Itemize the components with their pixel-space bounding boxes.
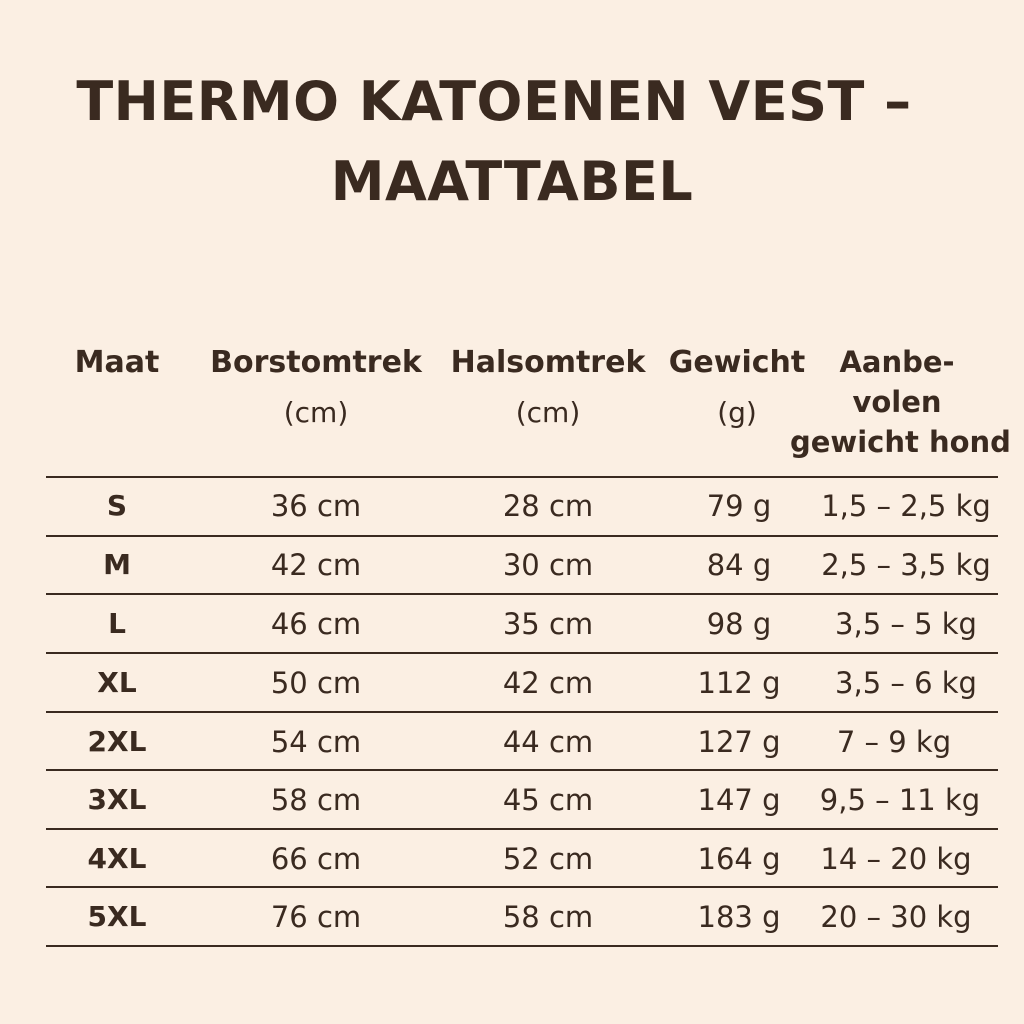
page-title-line-2: MAATTABEL [330, 150, 694, 213]
table-cell-size: 5XL [87, 900, 147, 933]
table-cell-size: 3XL [87, 783, 147, 816]
column-header-label: Halsomtrek [450, 345, 646, 380]
table-cell-dog-weight: 20 – 30 kg [820, 900, 972, 934]
table-cell-size: L [108, 607, 126, 640]
table-rule [46, 476, 998, 478]
table-rule [46, 652, 998, 654]
column-header-maat [62, 345, 172, 381]
table-cell-weight: 183 g [697, 900, 781, 934]
table-cell-size: M [103, 548, 131, 581]
column-header-gewicht [664, 345, 810, 431]
table-cell-dog-weight: 14 – 20 kg [820, 842, 972, 876]
table-cell-weight: 98 g [706, 607, 772, 641]
column-header-label: Gewicht [668, 345, 806, 380]
table-cell-size: 2XL [87, 725, 147, 758]
column-header-label-line: Aanbe- [839, 345, 955, 379]
column-header-label-line: volen [852, 385, 942, 419]
table-cell-weight: 164 g [697, 842, 781, 876]
table-cell-weight: 127 g [697, 725, 781, 759]
column-header-aanbevolen-gewicht [790, 342, 1011, 462]
column-header-halsomtrek [438, 345, 658, 431]
table-cell-neck: 28 cm [502, 489, 594, 523]
table-rule [46, 711, 998, 713]
table-cell-chest: 50 cm [270, 666, 362, 700]
column-header-label-line: gewicht hond [790, 425, 1011, 459]
table-cell-dog-weight: 2,5 – 3,5 kg [821, 548, 991, 582]
table-cell-chest: 66 cm [270, 842, 362, 876]
table-cell-neck: 58 cm [502, 900, 594, 934]
table-cell-dog-weight: 7 – 9 kg [836, 725, 952, 759]
column-header-label: Borstomtrek [210, 345, 422, 380]
table-rule [46, 593, 998, 595]
table-cell-neck: 44 cm [502, 725, 594, 759]
page-title-line-1: THERMO KATOENEN VEST – [76, 70, 912, 133]
table-rule [46, 769, 998, 771]
table-cell-weight: 84 g [706, 548, 772, 582]
table-cell-neck: 35 cm [502, 607, 594, 641]
table-cell-weight: 79 g [706, 489, 772, 523]
table-cell-dog-weight: 3,5 – 5 kg [835, 607, 977, 641]
table-cell-weight: 147 g [697, 783, 781, 817]
table-cell-chest: 46 cm [270, 607, 362, 641]
table-cell-chest: 42 cm [270, 548, 362, 582]
table-cell-chest: 36 cm [270, 489, 362, 523]
column-header-unit: (g) [717, 396, 757, 429]
table-rule [46, 886, 998, 888]
table-cell-dog-weight: 3,5 – 6 kg [835, 666, 977, 700]
table-rule [46, 828, 998, 830]
table-cell-neck: 52 cm [502, 842, 594, 876]
table-rule [46, 535, 998, 537]
table-cell-dog-weight: 1,5 – 2,5 kg [821, 489, 991, 523]
table-cell-size: XL [97, 666, 137, 699]
table-cell-size: S [106, 489, 128, 522]
table-cell-chest: 76 cm [270, 900, 362, 934]
table-cell-chest: 54 cm [270, 725, 362, 759]
column-header-unit: (cm) [283, 396, 349, 429]
column-header-unit: (cm) [515, 396, 581, 429]
table-cell-neck: 42 cm [502, 666, 594, 700]
table-rule [46, 945, 998, 947]
column-header-label: Maat [74, 345, 160, 380]
table-cell-neck: 30 cm [502, 548, 594, 582]
table-cell-size: 4XL [87, 842, 147, 875]
table-cell-chest: 58 cm [270, 783, 362, 817]
table-cell-dog-weight: 9,5 – 11 kg [819, 783, 981, 817]
table-cell-weight: 112 g [697, 666, 781, 700]
table-cell-neck: 45 cm [502, 783, 594, 817]
column-header-borstomtrek [196, 345, 436, 431]
